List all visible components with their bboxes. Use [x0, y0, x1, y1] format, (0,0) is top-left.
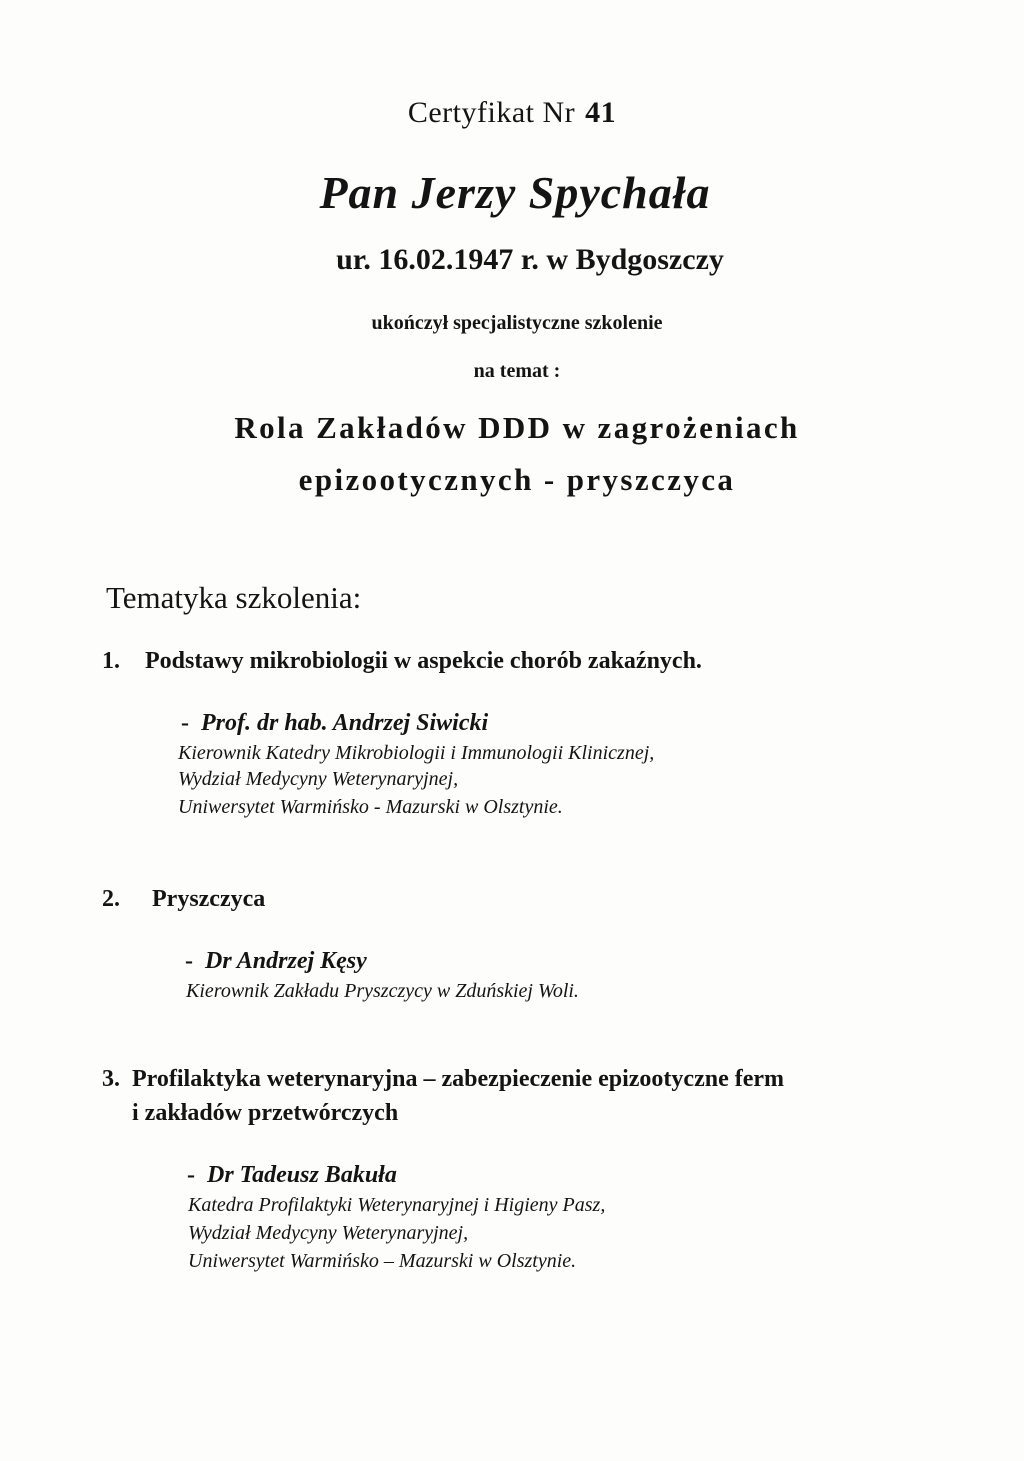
topic-intro: na temat :: [473, 360, 561, 382]
theme-item-1-affiliation-1: Kierownik Katedry Mikrobiologii i Immunologii Klinicznej,: [178, 742, 655, 764]
theme-item-2-speaker: Dr Andrzej Kęsy: [205, 948, 367, 974]
speaker-dash: -: [181, 710, 189, 736]
theme-item-3-number: 3.: [102, 1066, 120, 1092]
theme-item-2-speaker-line: [185, 948, 367, 975]
speaker-dash: -: [187, 1162, 195, 1188]
certificate-number: 41: [585, 96, 617, 129]
theme-item-2-number: 2.: [102, 886, 120, 912]
theme-item-3-affiliation-1: Katedra Profilaktyki Weterynaryjnej i Higieny Pasz,: [188, 1194, 606, 1216]
speaker-dash: -: [185, 948, 193, 974]
certificate-label: Certyfikat Nr: [407, 96, 576, 129]
theme-item-1-speaker-line: [181, 710, 488, 737]
theme-item-3-speaker: Dr Tadeusz Bakuła: [207, 1162, 397, 1188]
topic-line-1: Rola Zakładów DDD w zagrożeniach: [234, 410, 800, 445]
certificate-number-line: [0, 96, 1024, 130]
theme-item-3-speaker-line: [187, 1162, 397, 1189]
theme-item-1-affiliation-3: Uniwersytet Warmińsko - Mazurski w Olsztynie.: [178, 796, 563, 818]
birth-line: ur. 16.02.1947 r. w Bydgoszczy: [336, 243, 724, 276]
theme-item-2-affiliation-1: Kierownik Zakładu Pryszczycy w Zduńskiej Woli.: [186, 980, 579, 1002]
theme-item-3-title: Profilaktyka weterynaryjna – zabezpieczenie epizootyczne ferm: [132, 1066, 785, 1092]
theme-item-2-title: Pryszczyca: [152, 886, 266, 912]
theme-item-1-affiliation-2: Wydział Medycyny Weterynaryjnej,: [178, 768, 459, 790]
theme-item-1-number: 1.: [102, 648, 120, 674]
themes-heading: Tematyka szkolenia:: [106, 580, 362, 615]
theme-item-1-title: Podstawy mikrobiologii w aspekcie chorób zakaźnych.: [145, 648, 702, 674]
recipient-name: Pan Jerzy Spychała: [319, 167, 711, 218]
theme-item-1-speaker: Prof. dr hab. Andrzej Siwicki: [201, 710, 489, 736]
theme-item-3-affiliation-2: Wydział Medycyny Weterynaryjnej,: [188, 1222, 469, 1244]
theme-item-3-affiliation-3: Uniwersytet Warmińsko – Mazurski w Olsztynie.: [188, 1250, 577, 1272]
topic-line-2: epizootycznych - pryszczyca: [298, 462, 736, 497]
completed-line: ukończył specjalistyczne szkolenie: [371, 312, 663, 334]
theme-item-3-title-line-2: i zakładów przetwórczych: [132, 1100, 399, 1126]
